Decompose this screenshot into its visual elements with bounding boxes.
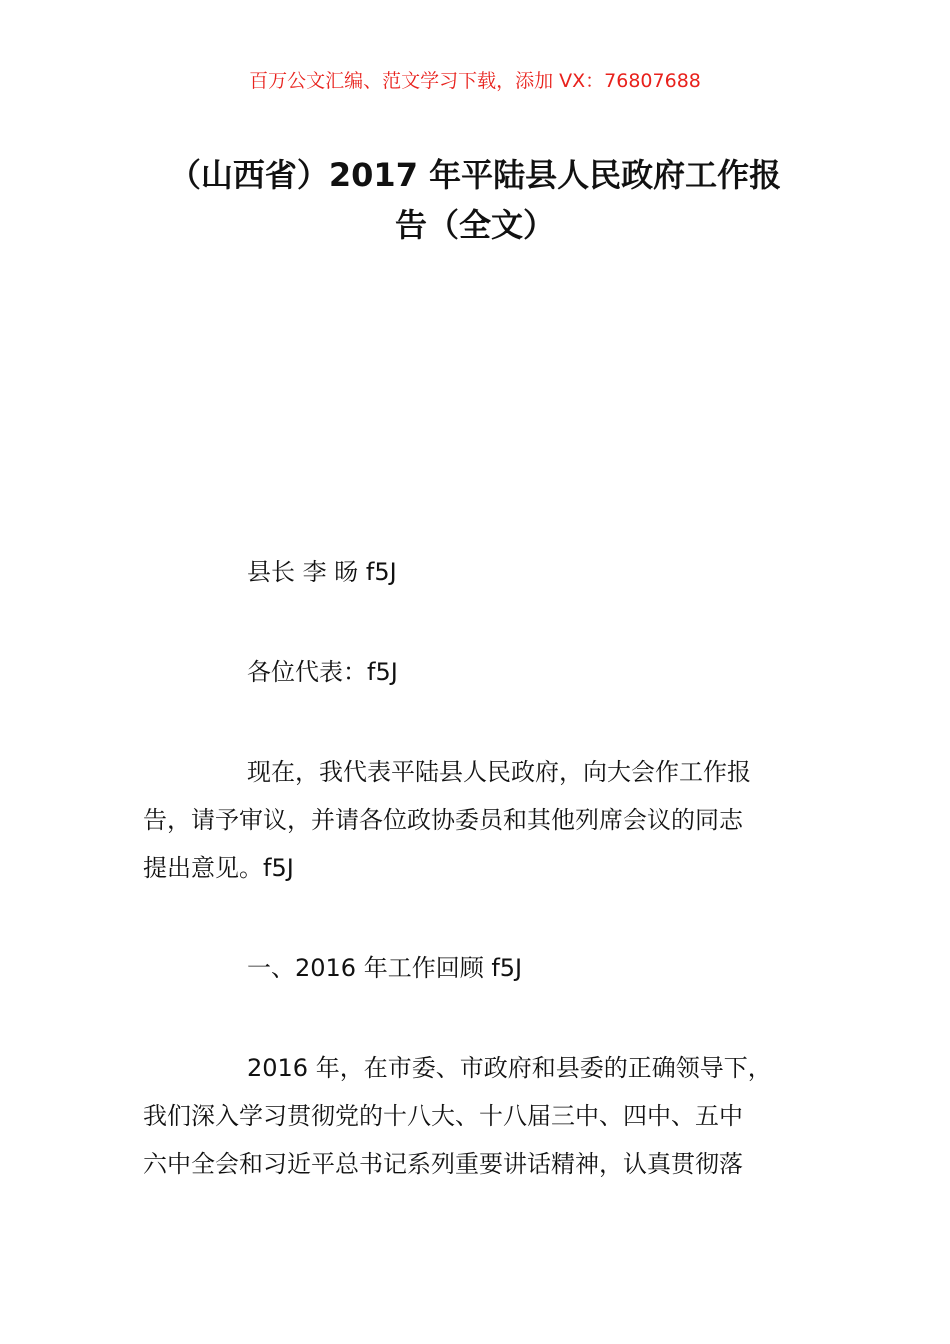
salutation (143, 648, 808, 696)
author-line (143, 548, 808, 596)
review-line-1: 2016 年，在市委、市政府和县委的正确领导下， (247, 1054, 772, 1082)
intro-line-3: 提出意见。f5J (143, 854, 294, 882)
promo-header-note: 百万公文汇编、范文学习下载，添加 VX：76807688 (249, 70, 701, 92)
intro-line-2: 告，请予审议，并请各位政协委员和其他列席会议的同志 (143, 806, 743, 834)
review-line-3: 六中全会和习近平总书记系列重要讲话精神，认真贯彻落 (143, 1150, 743, 1178)
intro-paragraph (143, 748, 808, 892)
review-paragraph (143, 1044, 808, 1188)
intro-line-1: 现在，我代表平陆县人民政府，向大会作工作报 (247, 758, 751, 786)
salutation-text: 各位代表：f5J (247, 658, 398, 686)
title-line-2: 告（全文） (394, 206, 555, 244)
section-heading-text: 一、2016 年工作回顾 f5J (247, 954, 523, 982)
section-heading (143, 944, 808, 992)
document-title (120, 150, 830, 250)
review-line-2: 我们深入学习贯彻党的十八大、十八届三中、四中、五中 (143, 1102, 743, 1130)
author-text: 县长 李 旸 f5J (247, 558, 397, 586)
title-line-1: （山西省）2017 年平陆县人民政府工作报 (168, 156, 782, 194)
